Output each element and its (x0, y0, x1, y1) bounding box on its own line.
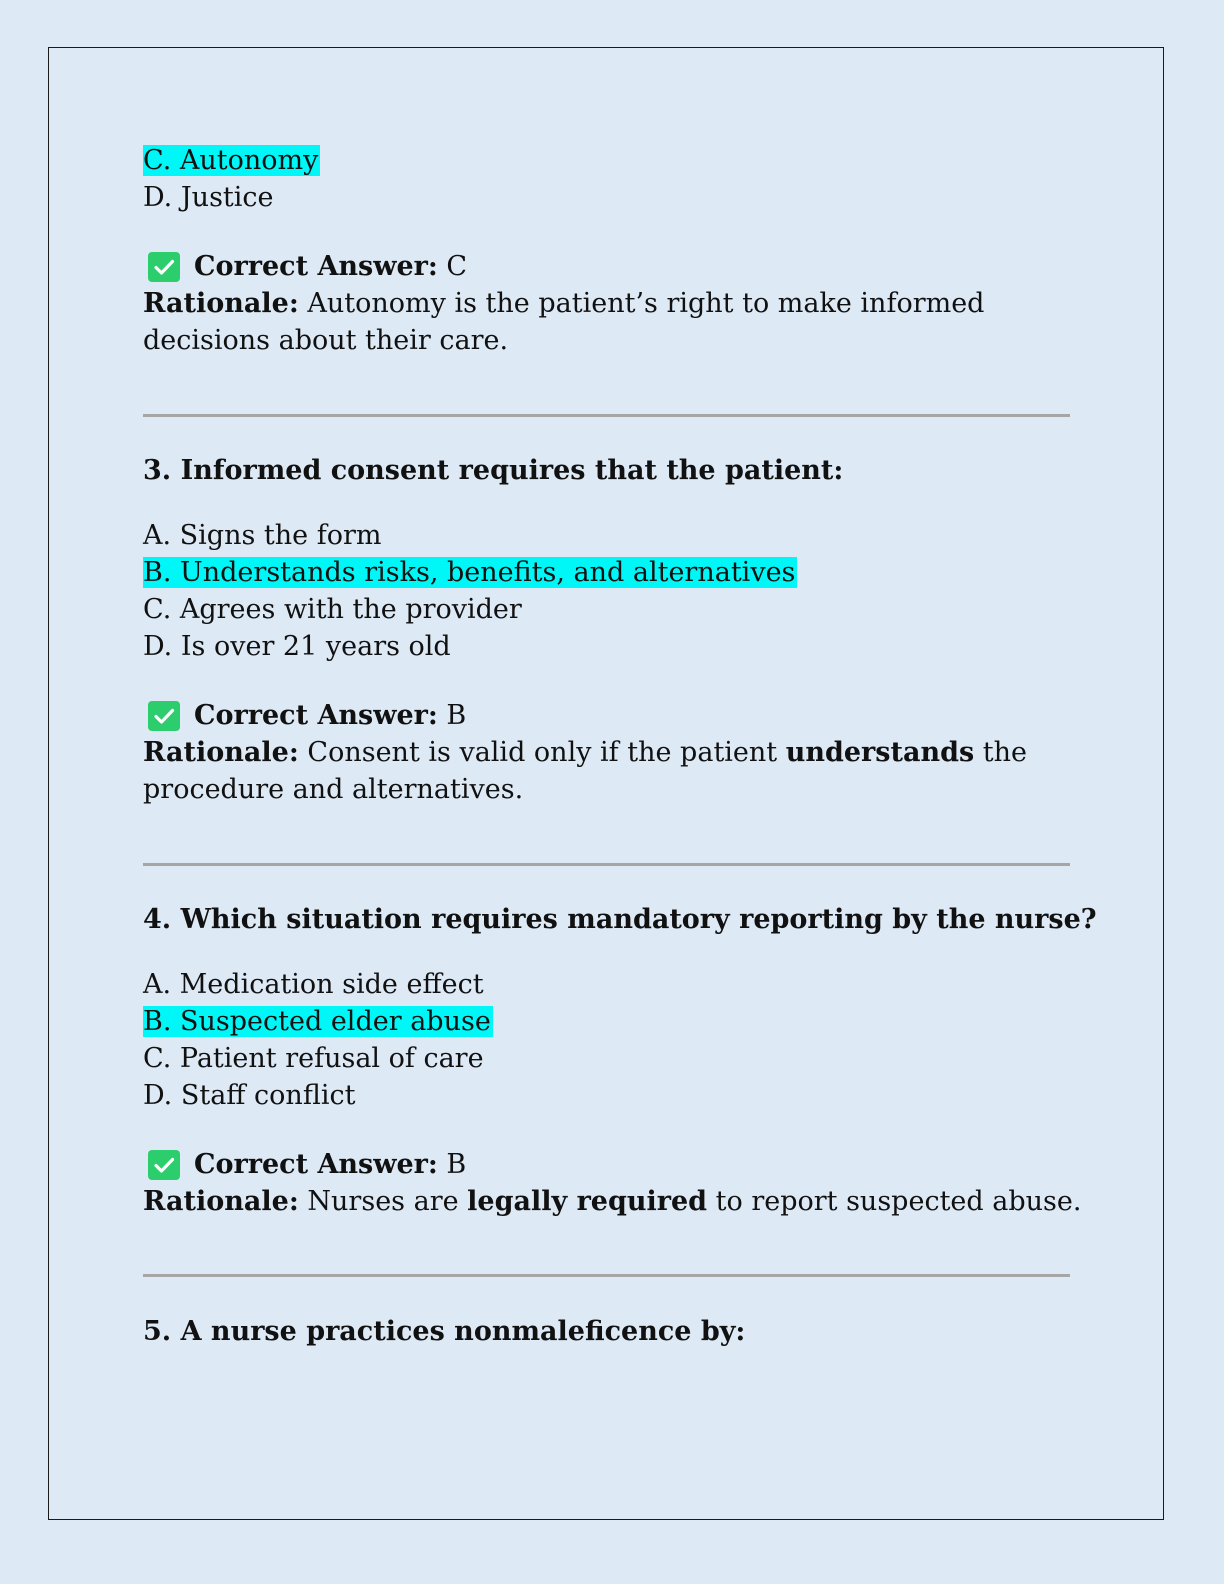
correct-answer-value: B (437, 1149, 467, 1180)
question-4-title: 4. Which situation requires mandatory reporting by the nurse? (143, 904, 1097, 935)
option-d: D. Justice (143, 182, 274, 213)
rationale-text: Nurses are (298, 1186, 468, 1217)
correct-answer-label: Correct Answer: (194, 1149, 438, 1180)
option-a: A. Medication side effect (143, 969, 484, 1000)
question-2-answer (143, 248, 1073, 359)
rationale-label: Rationale: (143, 1186, 299, 1217)
rationale-label: Rationale: (143, 737, 299, 768)
rationale-text-end: to report suspected abuse. (707, 1186, 1082, 1217)
option-a: A. Signs the form (143, 520, 382, 551)
rationale-text: Consent is valid only if the patient (298, 737, 786, 768)
option-d: D. Staff conflict (143, 1080, 356, 1111)
rationale-text-end: the (974, 737, 1027, 768)
question-4-answer (143, 1146, 1082, 1220)
rationale-text: Autonomy is the patient’s right to make informed (298, 288, 985, 319)
check-mark-icon (148, 252, 180, 282)
rationale-label: Rationale: (143, 288, 299, 319)
question-3-answer (143, 697, 1073, 808)
question-3-options (143, 517, 1073, 665)
correct-answer-value: B (437, 700, 467, 731)
question-3-title: 3. Informed consent requires that the patient: (143, 455, 844, 486)
option-c-highlighted: C. Autonomy (143, 145, 319, 176)
rationale-emphasis: legally required (467, 1186, 708, 1217)
rationale-emphasis: understands (785, 737, 975, 768)
correct-answer-label: Correct Answer: (194, 251, 438, 282)
check-mark-icon (148, 1150, 180, 1180)
option-b-highlighted: B. Suspected elder abuse (143, 1006, 491, 1037)
rationale-text-line-2: decisions about their care. (143, 325, 509, 356)
question-5-title: 5. A nurse practices nonmaleficence by: (143, 1316, 746, 1347)
check-mark-icon (148, 701, 180, 731)
question-2-options (143, 142, 1073, 216)
option-c: C. Patient refusal of care (143, 1043, 484, 1074)
correct-answer-value: C (437, 251, 468, 282)
option-c: C. Agrees with the provider (143, 594, 522, 625)
rationale-text-line-2: procedure and alternatives. (143, 774, 524, 805)
document-content (143, 142, 1097, 1350)
question-4-options (143, 966, 1073, 1114)
correct-answer-label: Correct Answer: (194, 700, 438, 731)
option-b-highlighted: B. Understands risks, benefits, and alternatives (143, 557, 796, 588)
option-d: D. Is over 21 years old (143, 631, 451, 662)
